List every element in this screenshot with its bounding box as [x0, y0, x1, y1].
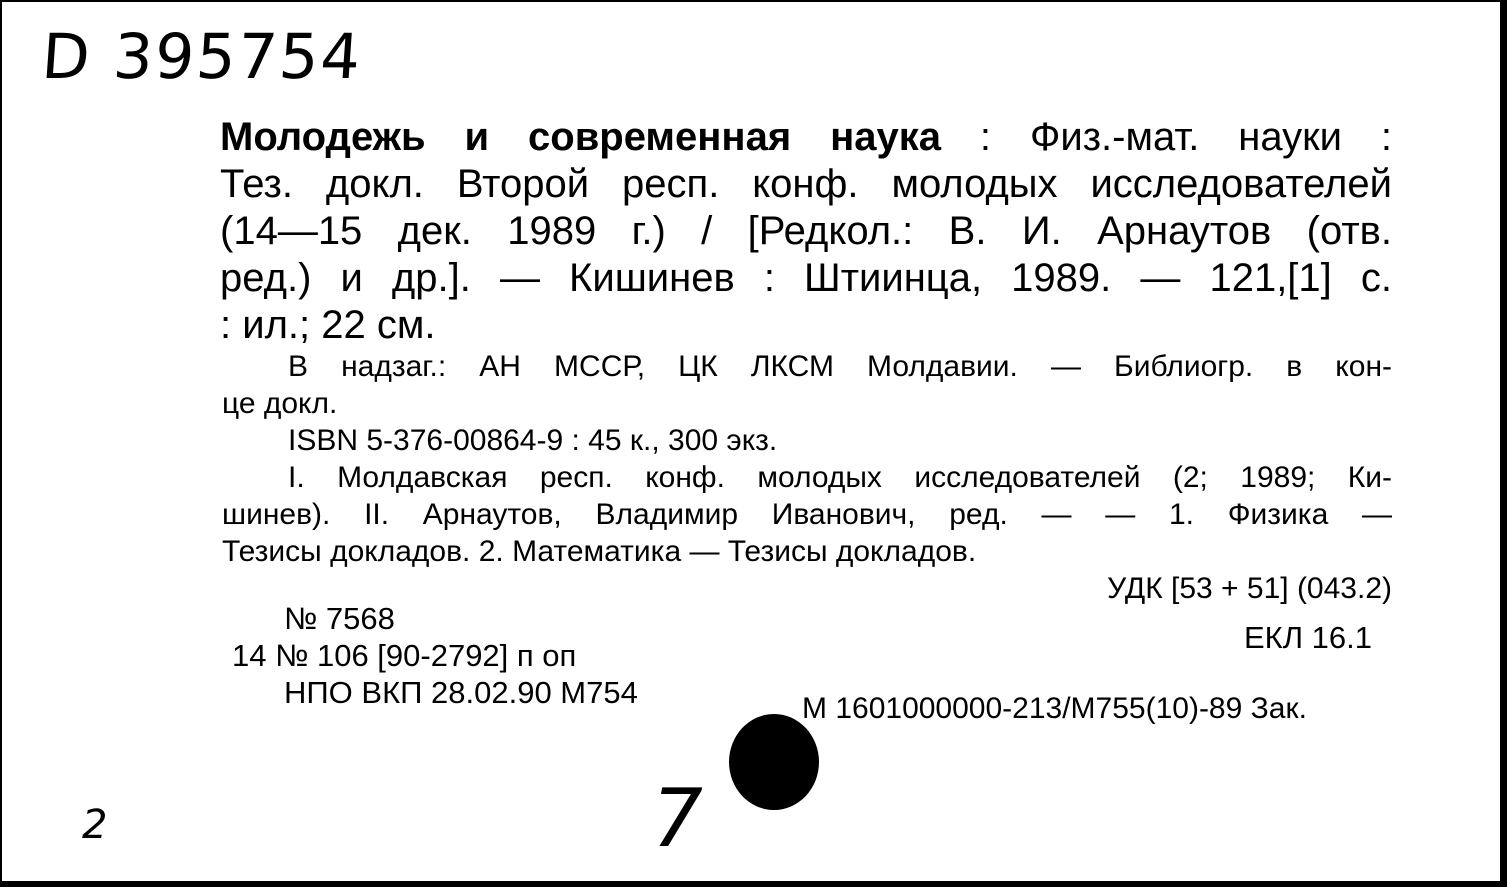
tracing-line-3: Тезисы докладов. 2. Математика — Тезисы докладов.	[222, 535, 977, 568]
card-number: № 7568	[284, 601, 395, 636]
description-line-4: ред.) и др.]. — Кишинев : Штиинца, 1989. — 121,[1] с.	[220, 256, 1392, 300]
npo-line: НПО ВКП 28.02.90 М754	[284, 675, 638, 710]
udk-line: УДК [53 + 51] (043.2)	[1107, 572, 1392, 605]
note-line-2: це докл.	[222, 387, 338, 420]
ekl-code: ЕКЛ 16.1	[1243, 620, 1372, 655]
handwritten-seven: 7	[652, 772, 703, 865]
title-bold: Молодежь и современная наука	[220, 115, 942, 159]
handwritten-two: 2	[82, 802, 108, 848]
order-line: 14 № 106 [90-2792] п оп	[232, 638, 577, 673]
tracing-line-1: I. Молдавская респ. конф. молодых исследователей (2; 1989; Ки-	[288, 461, 1392, 494]
description-line-5: : ил.; 22 см.	[220, 303, 436, 347]
shelfmark	[39, 20, 364, 93]
description-line-2: Тез. докл. Второй респ. конф. молодых исследователей	[220, 162, 1392, 206]
print-info	[232, 600, 638, 711]
shelfmark-text: D 395754	[39, 20, 365, 93]
description-line-3: (14—15 дек. 1989 г.) / [Редкол.: В. И. Арнаутов (отв.	[220, 209, 1392, 253]
punch-hole	[729, 714, 819, 810]
zak-line: М 1601000000-213/М755(10)-89 Зак.	[802, 692, 1307, 725]
title-line	[220, 114, 1392, 161]
title-rest: : Физ.-мат. науки :	[941, 115, 1392, 159]
note-line-1: В надзаг.: АН МССР, ЦК ЛКСМ Молдавии. — Библиогр. в кон-	[288, 350, 1392, 383]
isbn-line: ISBN 5-376-00864-9 : 45 к., 300 экз.	[288, 424, 778, 457]
notes-area	[222, 348, 1392, 607]
bibliographic-description	[220, 114, 1392, 349]
tracing-line-2: шинев). II. Арнаутов, Владимир Иванович, ред. — — 1. Физика —	[222, 498, 1392, 531]
